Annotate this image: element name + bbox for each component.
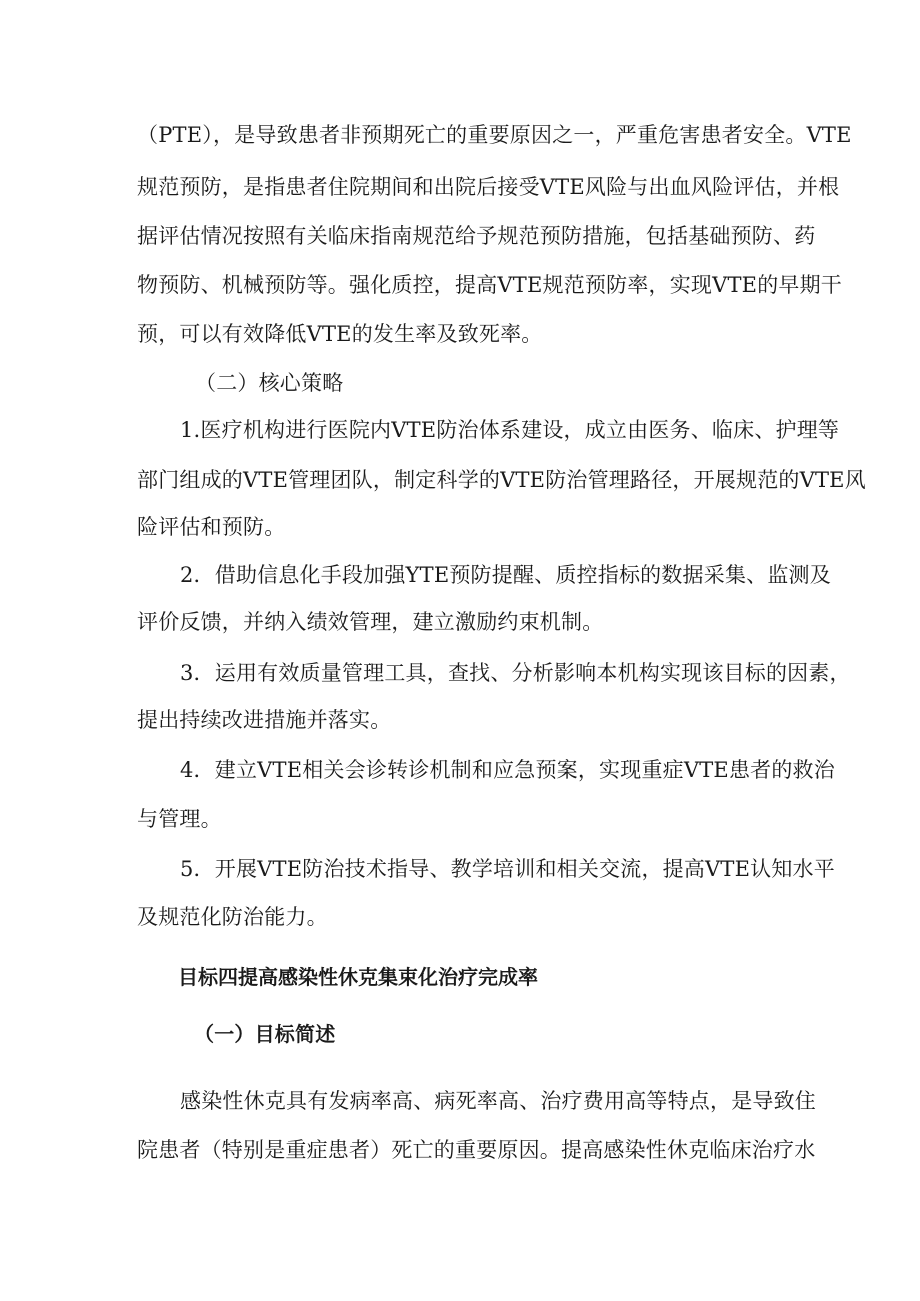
list-item-line: 2．借助信息化手段加强YTE预防提醒、质控指标的数据采集、监测及 [180, 563, 831, 587]
list-item-line: 4．建立VTE相关会诊转诊机制和应急预案，实现重症VTE患者的救治 [180, 758, 835, 782]
goal-title: 目标四提高感染性休克集束化治疗完成率 [178, 965, 538, 989]
paragraph-line: 物预防、机械预防等。强化质控，提高VTE规范预防率，实现VTE的早期干 [137, 273, 843, 297]
list-item-line: 1.医疗机构进行医院内VTE防治体系建设，成立由医务、临床、护理等 [180, 418, 840, 442]
paragraph-line: 预，可以有效降低VTE的发生率及致死率。 [137, 322, 543, 346]
list-item-line: 部门组成的VTE管理团队，制定科学的VTE防治管理路径，开展规范的VTE风 [137, 468, 866, 492]
list-item-line: 5．开展VTE防治技术指导、教学培训和相关交流，提高VTE认知水平 [180, 857, 835, 881]
list-item-line: 提出持续改进措施并落实。 [137, 708, 392, 732]
goal-subheading: （一）目标简述 [194, 1022, 336, 1046]
list-item-line: 3．运用有效质量管理工具，查找、分析影响本机构实现该目标的因素， [180, 661, 851, 685]
paragraph-line: 感染性休克具有发病率高、病死率高、治疗费用高等特点，是导致住 [180, 1089, 816, 1113]
list-item-line: 与管理。 [137, 807, 222, 831]
paragraph-line: 据评估情况按照有关临床指南规范给予规范预防措施，包括基础预防、药 [137, 224, 816, 248]
paragraph-line: （PTE），是导致患者非预期死亡的重要原因之一，严重危害患者安全。VTE [137, 123, 852, 147]
paragraph-line: 院患者（特别是重症患者）死亡的重要原因。提高感染性休克临床治疗水 [137, 1138, 816, 1162]
list-item-line: 评价反馈，并纳入绩效管理，建立激励约束机制。 [137, 610, 604, 634]
list-item-line: 及规范化防治能力。 [137, 905, 328, 929]
paragraph-line: 规范预防，是指患者住院期间和出院后接受VTE风险与出血风险评估，并根 [137, 175, 840, 199]
section-heading: （二）核心策略 [195, 371, 344, 395]
list-item-line: 险评估和预防。 [137, 515, 286, 539]
